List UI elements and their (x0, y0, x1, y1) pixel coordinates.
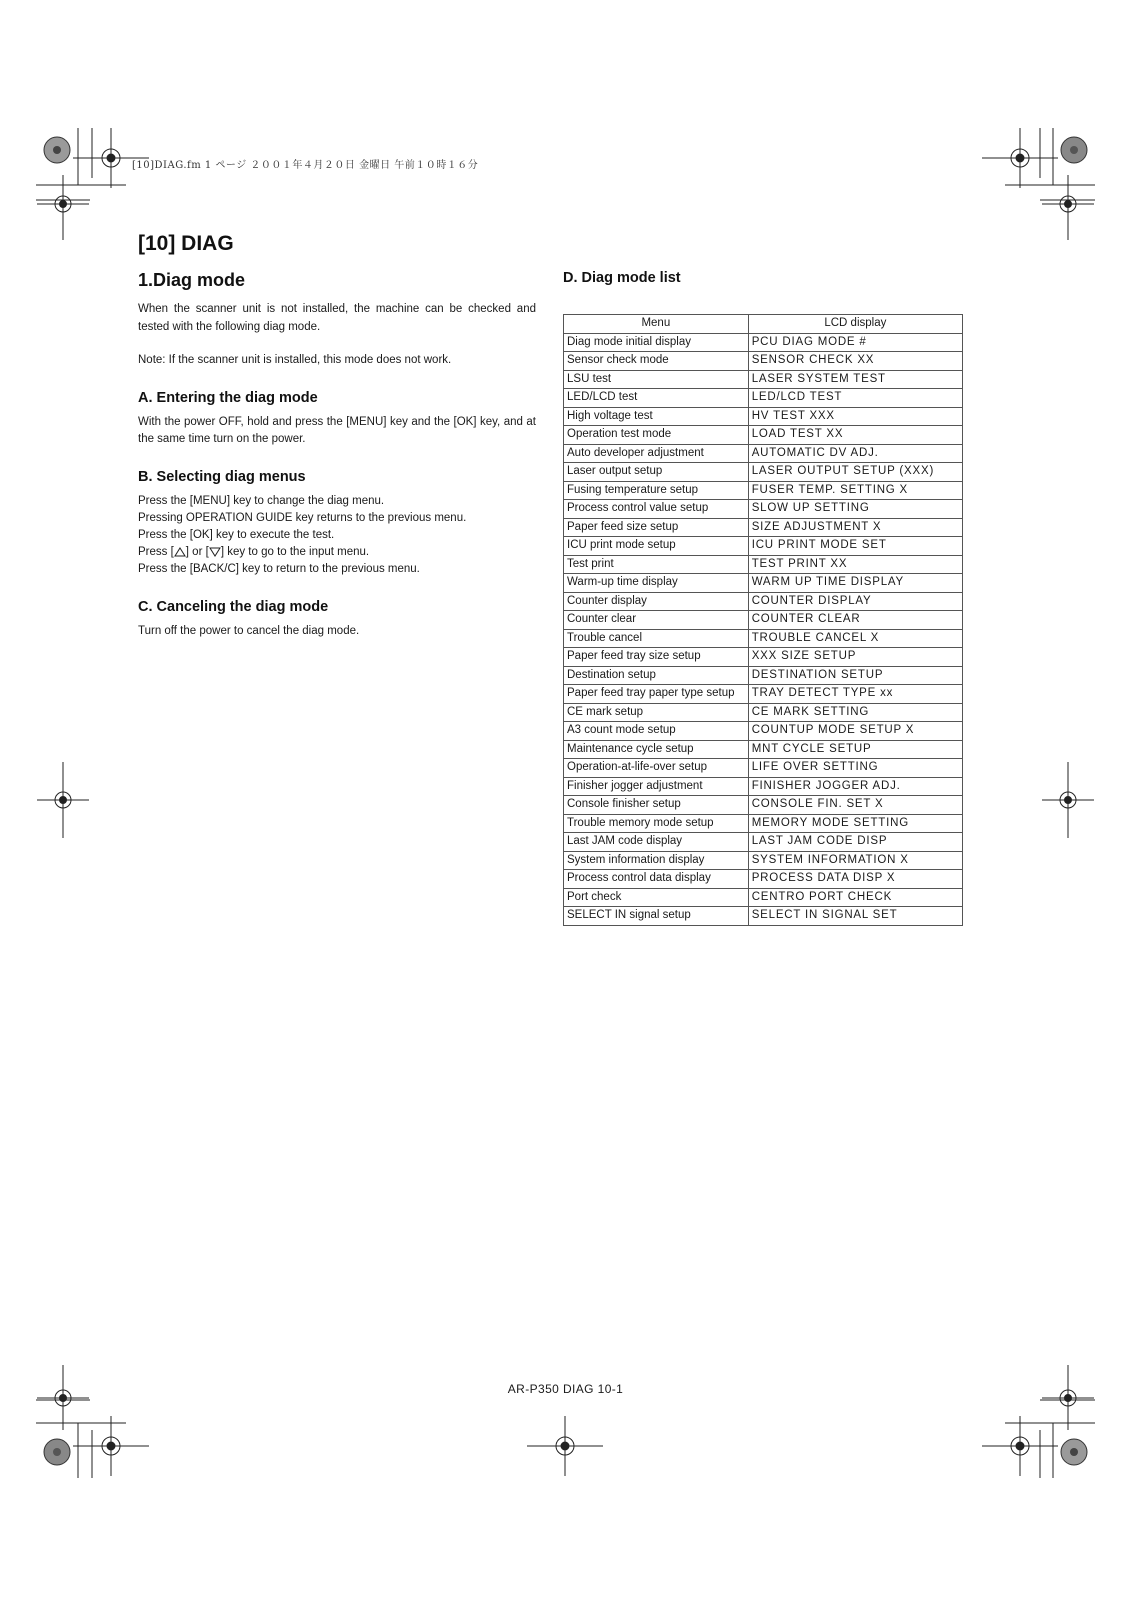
menu-cell: Diag mode initial display (564, 333, 749, 352)
selecting-line-1: Press the [MENU] key to change the diag menu. (138, 494, 385, 507)
page-footer: AR-P350 DIAG 10-1 (507, 1382, 624, 1396)
menu-cell: Last JAM code display (564, 833, 749, 852)
menu-cell: Laser output setup (564, 463, 749, 482)
table-row (564, 851, 963, 870)
lcd-display-cell: LOAD TEST XX (748, 426, 962, 445)
lcd-display-cell: LASER OUTPUT SETUP (XXX) (748, 463, 962, 482)
lcd-display-cell: LAST JAM CODE DISP (748, 833, 962, 852)
lcd-display-cell: TROUBLE CANCEL X (748, 629, 962, 648)
menu-cell: Finisher jogger adjustment (564, 777, 749, 796)
table-row (564, 796, 963, 815)
table-row (564, 907, 963, 926)
table-row (564, 870, 963, 889)
lcd-display-cell: AUTOMATIC DV ADJ. (748, 444, 962, 463)
table-row (564, 888, 963, 907)
lcd-display-cell: SELECT IN SIGNAL SET (748, 907, 962, 926)
menu-cell: Counter display (564, 592, 749, 611)
lcd-display-cell: PROCESS DATA DISP X (748, 870, 962, 889)
diag-table-body (564, 333, 963, 925)
lcd-display-cell: CE MARK SETTING (748, 703, 962, 722)
column-header-menu: Menu (564, 315, 749, 334)
menu-cell: Maintenance cycle setup (564, 740, 749, 759)
table-row (564, 333, 963, 352)
lcd-display-cell: LASER SYSTEM TEST (748, 370, 962, 389)
lcd-display-cell: XXX SIZE SETUP (748, 648, 962, 667)
menu-cell: Warm-up time display (564, 574, 749, 593)
table-row (564, 481, 963, 500)
lcd-display-cell: SIZE ADJUSTMENT X (748, 518, 962, 537)
lcd-display-cell: ICU PRINT MODE SET (748, 537, 962, 556)
table-row (564, 759, 963, 778)
lcd-display-cell: LIFE OVER SETTING (748, 759, 962, 778)
selecting-line-4 (138, 544, 536, 561)
menu-cell: Process control data display (564, 870, 749, 889)
table-row (564, 814, 963, 833)
lcd-display-cell: CENTRO PORT CHECK (748, 888, 962, 907)
menu-cell: Trouble cancel (564, 629, 749, 648)
lcd-display-cell: TEST PRINT XX (748, 555, 962, 574)
table-row (564, 555, 963, 574)
menu-cell: Fusing temperature setup (564, 481, 749, 500)
chapter-title: [10] DIAG (138, 232, 234, 255)
menu-cell: Sensor check mode (564, 352, 749, 371)
table-row (564, 426, 963, 445)
down-triangle-icon (209, 547, 221, 557)
menu-cell: ICU print mode setup (564, 537, 749, 556)
menu-cell: CE mark setup (564, 703, 749, 722)
selecting-line-3: Press the [OK] key to execute the test. (138, 528, 335, 541)
selecting-line-5: Press the [BACK/C] key to return to the previous menu. (138, 563, 420, 576)
diag-mode-note: Note: If the scanner unit is installed, this mode does not work. (138, 354, 452, 366)
selecting-line-4-end: ] key to go to the input menu. (220, 546, 370, 559)
diag-mode-intro: When the scanner unit is not installed, the machine can be checked and tested with the following diag mode. (138, 303, 536, 333)
diag-list-heading: D. Diag mode list (563, 270, 681, 286)
table-row (564, 463, 963, 482)
table-row (564, 833, 963, 852)
lcd-display-cell: WARM UP TIME DISPLAY (748, 574, 962, 593)
menu-cell: Test print (564, 555, 749, 574)
table-row (564, 352, 963, 371)
menu-cell: Paper feed tray size setup (564, 648, 749, 667)
table-row (564, 685, 963, 704)
menu-cell: Auto developer adjustment (564, 444, 749, 463)
table-row (564, 611, 963, 630)
menu-cell: Operation test mode (564, 426, 749, 445)
menu-cell: Trouble memory mode setup (564, 814, 749, 833)
lcd-display-cell: HV TEST XXX (748, 407, 962, 426)
lcd-display-cell: COUNTUP MODE SETUP X (748, 722, 962, 741)
table-row (564, 407, 963, 426)
lcd-display-cell: FINISHER JOGGER ADJ. (748, 777, 962, 796)
diag-mode-heading: 1.Diag mode (138, 270, 246, 290)
table-row (564, 518, 963, 537)
column-header-lcd: LCD display (748, 315, 962, 334)
file-header-note: [10]DIAG.fm 1 ページ ２００１年４月２０日 金曜日 午前１０時１６分 (132, 160, 479, 171)
entering-text: With the power OFF, hold and press the [MENU] key and the [OK] key, and at the same time turn on the power. (138, 415, 536, 445)
entering-heading: A. Entering the diag mode (138, 389, 318, 406)
table-row (564, 666, 963, 685)
canceling-text: Turn off the power to cancel the diag mode. (138, 624, 360, 637)
menu-cell: Destination setup (564, 666, 749, 685)
selecting-line-4-start: Press [ (138, 546, 174, 559)
lcd-display-cell: FUSER TEMP. SETTING X (748, 481, 962, 500)
menu-cell: LSU test (564, 370, 749, 389)
lcd-display-cell: MNT CYCLE SETUP (748, 740, 962, 759)
menu-cell: Port check (564, 888, 749, 907)
menu-cell: Paper feed size setup (564, 518, 749, 537)
selecting-line-4-mid: ] or [ (185, 546, 209, 559)
menu-cell: LED/LCD test (564, 389, 749, 408)
table-row (564, 574, 963, 593)
lcd-display-cell: MEMORY MODE SETTING (748, 814, 962, 833)
table-row (564, 722, 963, 741)
lcd-display-cell: SENSOR CHECK XX (748, 352, 962, 371)
menu-cell: Counter clear (564, 611, 749, 630)
lcd-display-cell: SYSTEM INFORMATION X (748, 851, 962, 870)
lcd-display-cell: DESTINATION SETUP (748, 666, 962, 685)
selecting-line-2: Pressing OPERATION GUIDE key returns to the previous menu. (138, 511, 467, 524)
menu-cell: Console finisher setup (564, 796, 749, 815)
table-row (564, 740, 963, 759)
table-row (564, 648, 963, 667)
table-row (564, 703, 963, 722)
menu-cell: High voltage test (564, 407, 749, 426)
lcd-display-cell: TRAY DETECT TYPE xx (748, 685, 962, 704)
menu-cell: A3 count mode setup (564, 722, 749, 741)
table-row (564, 777, 963, 796)
table-row (564, 444, 963, 463)
lcd-display-cell: LED/LCD TEST (748, 389, 962, 408)
table-row (564, 389, 963, 408)
menu-cell: Paper feed tray paper type setup (564, 685, 749, 704)
menu-cell: Operation-at-life-over setup (564, 759, 749, 778)
left-column (138, 270, 536, 640)
table-row (564, 500, 963, 519)
up-triangle-icon (174, 547, 186, 557)
table-row (564, 370, 963, 389)
table-header-row (564, 315, 963, 334)
selecting-heading: B. Selecting diag menus (138, 468, 306, 485)
menu-cell: System information display (564, 851, 749, 870)
menu-cell: Process control value setup (564, 500, 749, 519)
menu-cell: SELECT IN signal setup (564, 907, 749, 926)
table-row (564, 629, 963, 648)
selecting-instructions (138, 493, 536, 579)
lcd-display-cell: SLOW UP SETTING (748, 500, 962, 519)
lcd-display-cell: COUNTER CLEAR (748, 611, 962, 630)
table-row (564, 537, 963, 556)
lcd-display-cell: PCU DIAG MODE # (748, 333, 962, 352)
lcd-display-cell: COUNTER DISPLAY (748, 592, 962, 611)
canceling-heading: C. Canceling the diag mode (138, 598, 329, 615)
table-row (564, 592, 963, 611)
diag-mode-table (563, 314, 963, 926)
right-column (563, 270, 963, 926)
lcd-display-cell: CONSOLE FIN. SET X (748, 796, 962, 815)
